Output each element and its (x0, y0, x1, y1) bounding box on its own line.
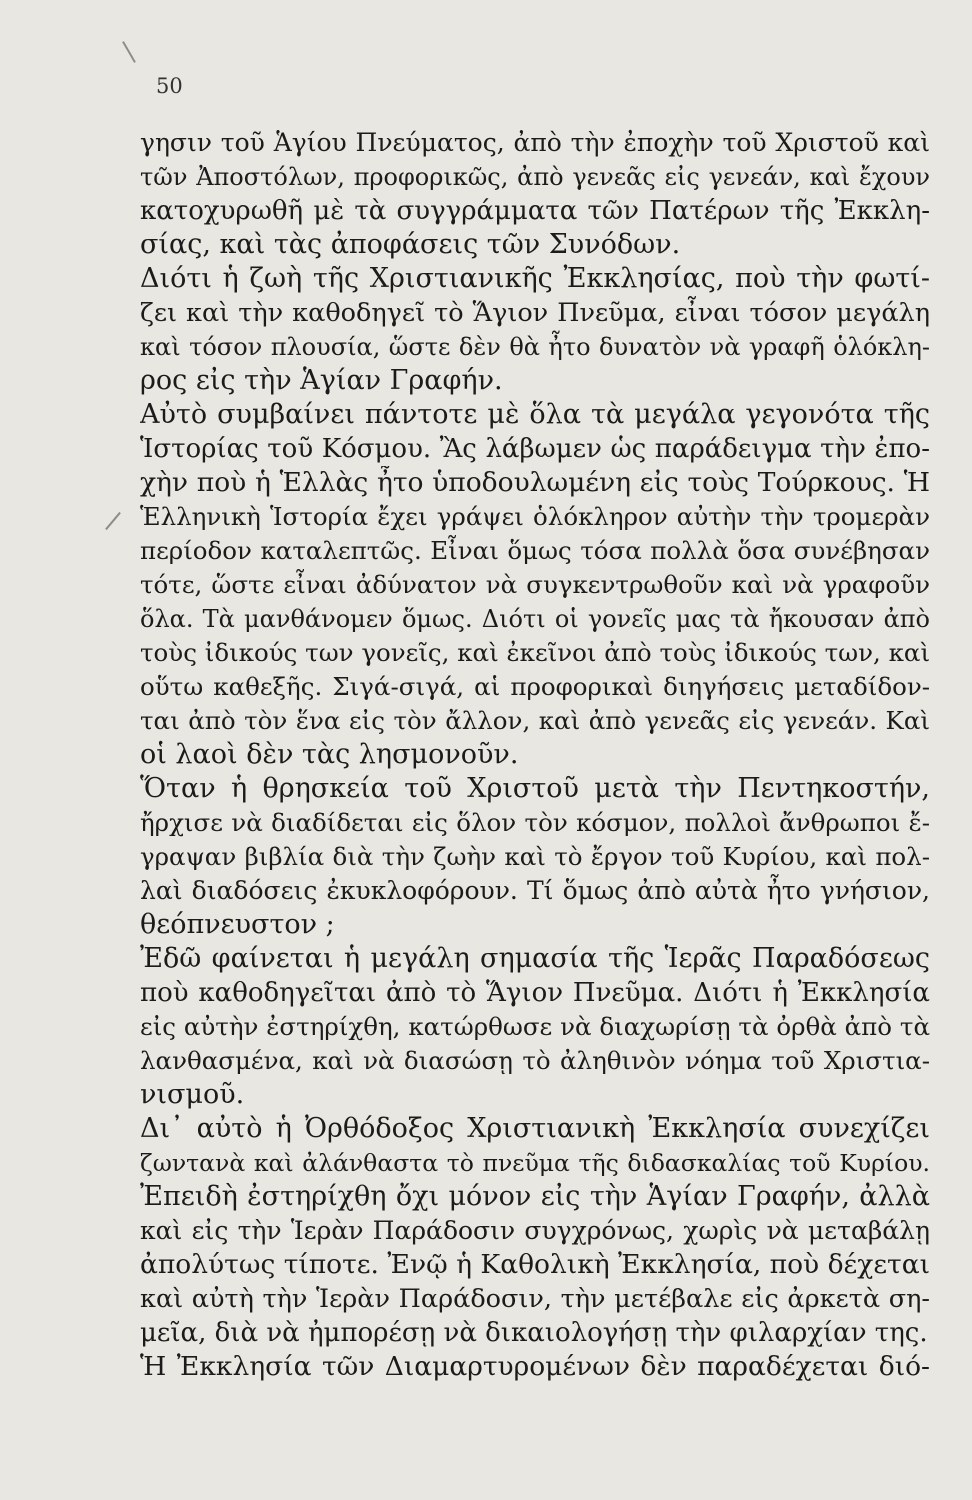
text-line: λαὶ διαδόσεις ἐκυκλοφόρουν. Τί ὅμως ἀπὸ αὐτὰ ἦτο γνήσιον, (140, 876, 930, 905)
text-line: Ἐπειδὴ ἐστηρίχθη ὄχι μόνον εἰς τὴν Ἁγίαν Γραφήν, ἀλλὰ (140, 1181, 930, 1212)
text-line: οἱ λαοὶ δὲν τὰς λησμονοῦν. (140, 739, 519, 770)
text-line: Αὐτὸ συμβαίνει πάντοτε μὲ ὅλα τὰ μεγάλα γεγονότα τῆς (140, 399, 930, 430)
text-line: ποὺ καθοδηγεῖται ἀπὸ τὸ Ἅγιον Πνεῦμα. Διότι ἡ Ἐκκλησία (140, 978, 930, 1008)
text-line: θεόπνευστον ; (140, 909, 335, 940)
text-line: οὕτω καθεξῆς. Σιγά-σιγά, αἱ προφορικαὶ διηγήσεις μεταδίδον- (140, 672, 930, 701)
text-line: εἰς αὐτὴν ἐστηρίχθη, κατώρθωσε νὰ διαχωρίσῃ τὰ ὀρθὰ ἀπὸ τὰ (140, 1012, 930, 1041)
text-line: ρος εἰς τὴν Ἁγίαν Γραφήν. (140, 365, 503, 396)
text-line: σίας, καὶ τὰς ἀποφάσεις τῶν Συνόδων. (140, 229, 681, 260)
text-line: χὴν ποὺ ἡ Ἑλλὰς ἦτο ὑποδουλωμένη εἰς τοὺς Τούρκους. Ἡ (140, 467, 930, 498)
text-line: περίοδον καταλεπτῶς. Εἶναι ὅμως τόσα πολλὰ ὅσα συνέβησαν (140, 536, 930, 565)
text-line: ἀπολύτως τίποτε. Ἐνῷ ἡ Καθολικὴ Ἐκκλησία, ποὺ δέχεται (140, 1249, 930, 1280)
text-line: ὅλα. Τὰ μανθάνομεν ὅμως. Διότι οἱ γονεῖς μας τὰ ἤκουσαν ἀπὸ (140, 605, 930, 633)
text-line: Διότι ἡ ζωὴ τῆς Χριστιανικῆς Ἐκκλησίας, ποὺ τὴν φωτί- (140, 263, 930, 294)
text-line: ται ἀπὸ τὸν ἕνα εἰς τὸν ἄλλον, καὶ ἀπὸ γενεᾶς εἰς γενεάν. Καὶ (140, 706, 930, 735)
text-line: Ὅταν ἡ θρησκεία τοῦ Χριστοῦ μετὰ τὴν Πεντηκοστήν, (140, 773, 930, 804)
text-line: Δι᾽ αὐτὸ ἡ Ὀρθόδοξος Χριστιανικὴ Ἐκκλησία συνεχίζει (140, 1113, 930, 1144)
page-number: 50 (156, 74, 183, 98)
text-line: καὶ αὐτὴ τὴν Ἱερὰν Παράδοσιν, τὴν μετέβαλε εἰς ἀρκετὰ ση- (140, 1284, 930, 1314)
text-line: Ἑλληνικὴ Ἱστορία ἔχει γράψει ὁλόκληρον αὐτὴν τὴν τρομερὰν (140, 502, 930, 531)
margin-mark (122, 41, 136, 63)
text-line: γραψαν βιβλία διὰ τὴν ζωὴν καὶ τὸ ἔργον τοῦ Κυρίου, καὶ πολ- (140, 842, 930, 871)
text-line: λανθασμένα, καὶ νὰ διασώσῃ τὸ ἀληθινὸν νόημα τοῦ Χριστια- (140, 1046, 930, 1075)
text-line: τοὺς ἰδικούς των γονεῖς, καὶ ἐκεῖνοι ἀπὸ τοὺς ἰδικούς των, καὶ (140, 638, 930, 667)
text-line: καὶ τόσον πλουσία, ὥστε δὲν θὰ ἦτο δυνατὸν νὰ γραφῆ ὁλόκλη- (140, 333, 930, 361)
margin-mark (105, 512, 121, 530)
body-text (140, 126, 930, 1384)
text-line: γησιν τοῦ Ἁγίου Πνεύματος, ἀπὸ τὴν ἐποχὴν τοῦ Χριστοῦ καὶ (140, 128, 930, 157)
text-line: τότε, ὥστε εἶναι ἀδύνατον νὰ συγκεντρωθοῦν καὶ νὰ γραφοῦν (140, 570, 930, 599)
text-line: μεῖα, διὰ νὰ ἠμπορέσῃ νὰ δικαιολογήσῃ τὴν φιλαρχίαν της. (140, 1318, 928, 1348)
text-line: Ἡ Ἐκκλησία τῶν Διαμαρτυρομένων δὲν παραδέχεται διό- (140, 1351, 930, 1382)
text-line: τῶν Ἀποστόλων, προφορικῶς, ἀπὸ γενεᾶς εἰς γενεάν, καὶ ἔχουν (140, 163, 930, 191)
text-line: νισμοῦ. (140, 1079, 245, 1110)
text-line: καὶ εἰς τὴν Ἱερὰν Παράδοσιν συγχρόνως, χωρὶς νὰ μεταβάλῃ (140, 1216, 930, 1245)
text-line: κατοχυρωθῆ μὲ τὰ συγγράμματα τῶν Πατέρων τῆς Ἐκκλη- (140, 196, 930, 226)
text-line: Ἐδῶ φαίνεται ἡ μεγάλη σημασία τῆς Ἱερᾶς Παραδόσεως (140, 943, 930, 974)
text-line: ζει καὶ τὴν καθοδηγεῖ τὸ Ἅγιον Πνεῦμα, εἶναι τόσον μεγάλη (140, 298, 930, 328)
text-line: ζωντανὰ καὶ ἀλάνθαστα τὸ πνεῦμα τῆς διδασκαλίας τοῦ Κυρίου. (140, 1149, 930, 1177)
text-line: Ἱστορίας τοῦ Κόσμου. Ἂς λάβωμεν ὡς παράδειγμα τὴν ἐπο- (140, 434, 930, 464)
text-line: ἤρχισε νὰ διαδίδεται εἰς ὅλον τὸν κόσμον, πολλοὶ ἄνθρωποι ἔ- (140, 808, 930, 837)
